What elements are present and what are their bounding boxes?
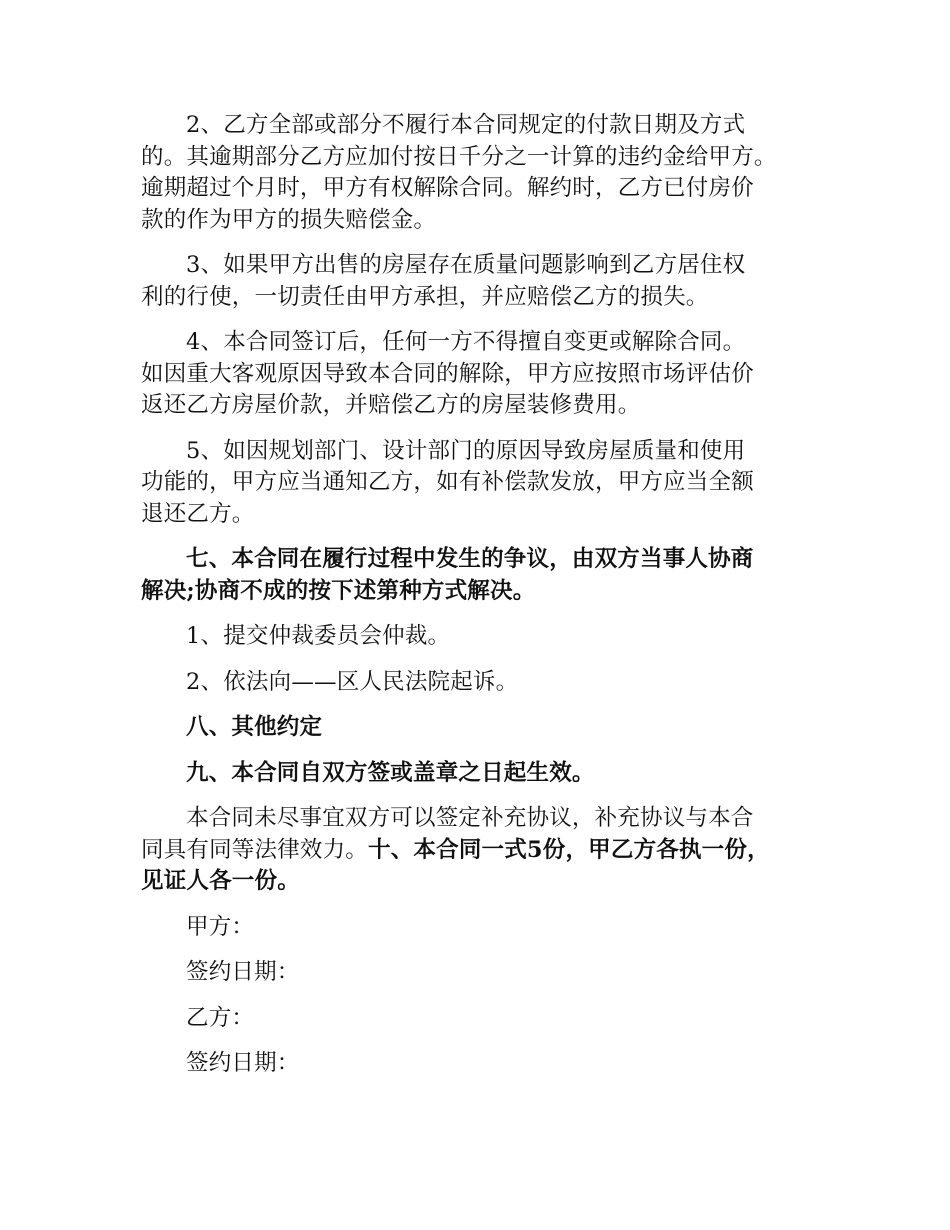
section-7-option-1: 1、提交仲裁委员会仲裁。 bbox=[186, 623, 451, 649]
clause-6-4-line-1: 4、本合同签订后，任何一方不得擅自变更或解除合同。 bbox=[186, 329, 746, 355]
section-10-heading: 十、本合同一式5份，甲乙方各执一份， bbox=[368, 836, 770, 863]
clause-6-3-line-2: 利的行使，一切责任由甲方承担，并应赔偿乙方的损失。 bbox=[141, 283, 709, 310]
document-body bbox=[141, 110, 821, 1094]
clause-6-4-line-3: 返还乙方房屋价款，并赔偿乙方的房屋装修费用。 bbox=[141, 392, 641, 418]
section-7-heading bbox=[141, 544, 821, 607]
supplement-line-2 bbox=[141, 835, 821, 867]
supplement-line-1: 本合同未尽事宜双方可以签定补充协议，补充协议与本合 bbox=[186, 805, 754, 831]
clause-6-2-line-4: 款的作为甲方的损失赔偿金。 bbox=[141, 206, 437, 233]
clause-6-4-line-2: 如因重大客观原因导致本合同的解除，甲方应按照市场评估价 bbox=[141, 360, 754, 387]
supplement-line-2-normal: 同具有同等法律效力。 bbox=[141, 836, 369, 863]
supplement-paragraph bbox=[141, 803, 821, 898]
section-7-line-1: 七、本合同在履行过程中发生的争议，由双方当事人协商 bbox=[186, 546, 754, 572]
clause-6-3-line-1: 3、如果甲方出售的房屋存在质量问题影响到乙方居住权 bbox=[186, 252, 746, 278]
supplement-line-3: 见证人各一份。 bbox=[141, 868, 300, 894]
clause-6-2-line-2: 的。其逾期部分乙方应加付按日千分之一计算的违约金给甲方。 bbox=[141, 143, 777, 170]
signature-party-b: 乙方： bbox=[186, 1004, 255, 1031]
clause-6-2-line-3: 逾期超过个月时，甲方有权解除合同。解约时，乙方已付房价 bbox=[141, 175, 754, 201]
clause-6-4 bbox=[141, 327, 821, 422]
clause-6-5-line-1: 5、如因规划部门、设计部门的原因导致房屋质量和使用 bbox=[186, 437, 746, 464]
clause-6-5-line-3: 退还乙方。 bbox=[141, 500, 255, 527]
clause-6-3 bbox=[141, 250, 821, 313]
signature-party-a: 甲方： bbox=[186, 913, 255, 940]
section-9-heading: 九、本合同自双方签或盖章之日起生效。 bbox=[186, 759, 595, 786]
clause-6-2-line-1: 2、乙方全部或部分不履行本合同规定的付款日期及方式 bbox=[186, 112, 746, 138]
clause-6-5 bbox=[141, 436, 821, 531]
clause-6-5-line-2: 功能的，甲方应当通知乙方，如有补偿款发放，甲方应当全额 bbox=[141, 469, 754, 495]
signature-date-b: 签约日期： bbox=[186, 1050, 300, 1076]
clause-6-2 bbox=[141, 110, 821, 236]
section-7-option-2: 2、依法向——区人民法院起诉。 bbox=[186, 668, 519, 695]
section-8-heading: 八、其他约定 bbox=[186, 714, 323, 740]
section-7-line-2: 解决;协商不成的按下述第种方式解决。 bbox=[141, 577, 536, 604]
signature-date-a: 签约日期： bbox=[186, 959, 300, 985]
